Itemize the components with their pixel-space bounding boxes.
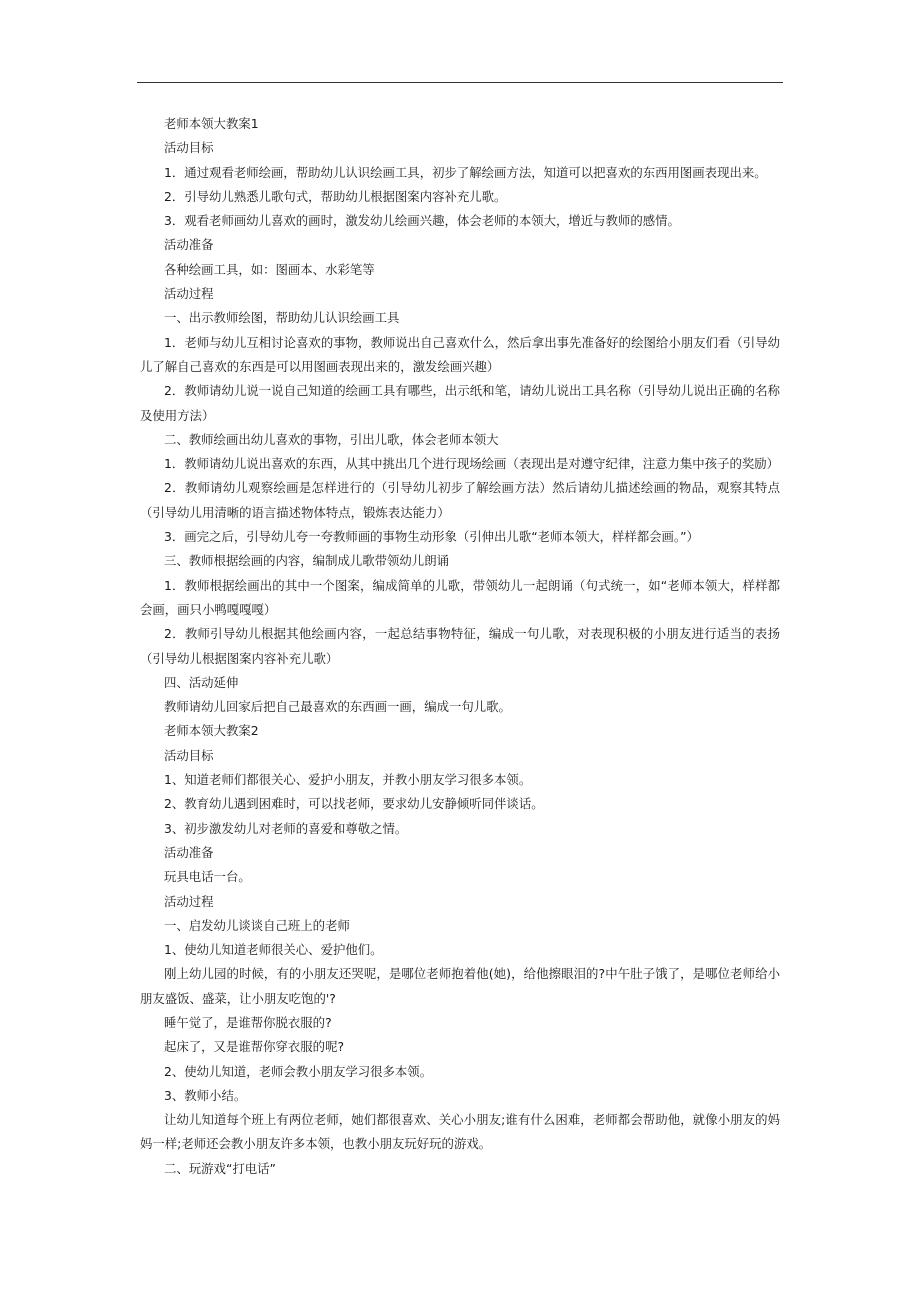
list-item: 1、使幼儿知道老师很关心、爱护他们。 <box>164 942 383 958</box>
document-body <box>140 112 780 1181</box>
header-rule <box>137 82 783 83</box>
list-item: 2．教师引导幼儿根据其他绘画内容，一起总结事物特征，编成一句儿歌，对表现积极的小朋友进行适当的表扬（引导幼儿根据图案内容补充儿歌） <box>140 626 780 666</box>
paragraph: 各种绘画工具，如：图画本、水彩笔等 <box>164 261 375 277</box>
section-heading: 活动目标 <box>164 140 214 156</box>
paragraph: 起床了，又是谁帮你穿衣服的呢? <box>164 1039 345 1055</box>
lesson-title-1: 老师本领大教案1 <box>164 116 259 131</box>
list-item: 2．教师请幼儿观察绘画是怎样进行的（引导幼儿初步了解绘画方法）然后请幼儿描述绘画的物品，观察其特点（引导幼儿用清晰的语言描述物体特点，锻炼表达能力） <box>140 480 780 520</box>
list-item: 2、使幼儿知道，老师会教小朋友学习很多本领。 <box>164 1063 433 1079</box>
subsection-heading: 二、教师绘画出幼儿喜欢的事物，引出儿歌，体会老师本领大 <box>164 431 499 447</box>
subsection-heading: 二、玩游戏“打电话” <box>164 1160 276 1176</box>
subsection-heading: 三、教师根据绘画的内容，编制成儿歌带领幼儿朗诵 <box>164 553 449 569</box>
paragraph: 睡午觉了，是谁帮你脱衣服的? <box>164 1014 332 1030</box>
list-item: 2．引导幼儿熟悉儿歌句式，帮助幼儿根据图案内容补充儿歌。 <box>164 188 507 204</box>
subsection-heading: 一、出示教师绘图，帮助幼儿认识绘画工具 <box>164 310 400 326</box>
list-item: 2、教育幼儿遇到困难时，可以找老师，要求幼儿安静倾听同伴谈话。 <box>164 796 544 812</box>
list-item: 2．教师请幼儿说一说自己知道的绘画工具有哪些，出示纸和笔，请幼儿说出工具名称（引导幼儿说出正确的名称及使用方法） <box>140 383 780 423</box>
list-item: 1．通过观看老师绘画，帮助幼儿认识绘画工具，初步了解绘画方法，知道可以把喜欢的东西用图画表现出来。 <box>164 164 767 180</box>
section-heading: 活动准备 <box>164 844 214 860</box>
list-item: 1．教师根据绘画出的其中一个图案，编成简单的儿歌，带领幼儿一起朗诵（句式统一，如“老师本领大，样样都会画，画只小鸭嘎嘎嘎） <box>140 577 780 617</box>
paragraph: 让幼儿知道每个班上有两位老师，她们都很喜欢、关心小朋友;谁有什么困难，老师都会帮助他，就像小朋友的妈妈一样;老师还会教小朋友许多本领，也教小朋友玩好玩的游戏。 <box>140 1112 780 1152</box>
paragraph: 教师请幼儿回家后把自己最喜欢的东西画一画，编成一句儿歌。 <box>164 699 511 715</box>
paragraph: 刚上幼儿园的时候，有的小朋友还哭呢，是哪位老师抱着他(她)，给他擦眼泪的?中午肚子饿了，是哪位老师给小朋友盛饭、盛菜，让小朋友吃饱的'? <box>140 966 780 1006</box>
list-item: 1．老师与幼儿互相讨论喜欢的事物，教师说出自己喜欢什么，然后拿出事先准备好的绘图给小朋友们看（引导幼儿了解自己喜欢的东西是可以用图画表现出来的，激发绘画兴趣） <box>140 334 780 374</box>
lesson-title-2: 老师本领大教案2 <box>164 723 259 739</box>
list-item: 3．观看老师画幼儿喜欢的画时，激发幼儿绘画兴趣，体会老师的本领大，增近与教师的感情。 <box>164 213 680 229</box>
section-heading: 活动准备 <box>164 237 214 253</box>
list-item: 3．画完之后，引导幼儿夸一夸教师画的事物生动形象（引伸出儿歌“老师本领大，样样都会画。”） <box>164 529 699 545</box>
paragraph: 玩具电话一台。 <box>164 869 251 885</box>
list-item: 1．教师请幼儿说出喜欢的东西，从其中挑出几个进行现场绘画（表现出是对遵守纪律，注意力集中孩子的奖励） <box>164 456 780 472</box>
section-heading: 活动目标 <box>164 747 214 763</box>
list-item: 1、知道老师们都很关心、爱护小朋友，并教小朋友学习很多本领。 <box>164 772 532 788</box>
subsection-heading: 一、启发幼儿谈谈自己班上的老师 <box>164 917 350 933</box>
section-heading: 活动过程 <box>164 286 214 302</box>
subsection-heading: 四、活动延伸 <box>164 674 239 690</box>
section-heading: 活动过程 <box>164 893 214 909</box>
list-item: 3、教师小结。 <box>164 1087 247 1103</box>
list-item: 3、初步激发幼儿对老师的喜爱和尊敬之情。 <box>164 820 408 836</box>
